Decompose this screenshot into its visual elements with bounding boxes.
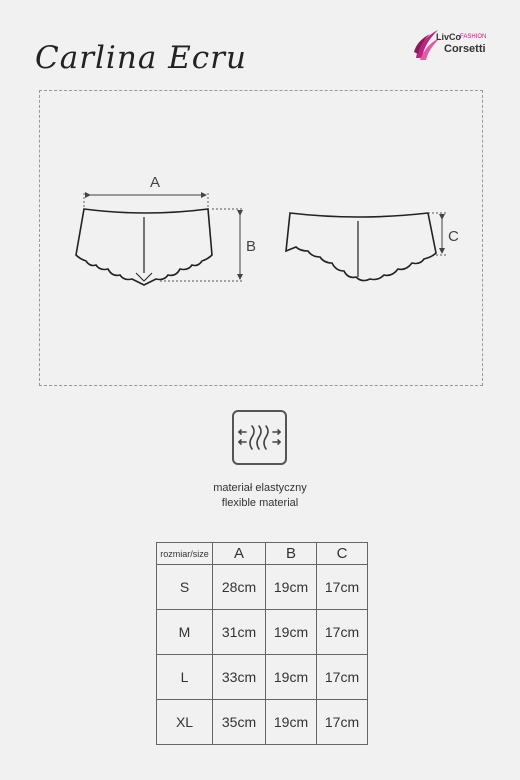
dimension-c-guides (428, 213, 446, 255)
table-row (157, 655, 368, 700)
size-value-c: 17cm (317, 565, 368, 610)
size-table-corner: rozmiar/size (157, 543, 213, 565)
size-label: S (157, 565, 213, 610)
size-value-c: 17cm (317, 610, 368, 655)
column-header-a: A (213, 543, 266, 565)
size-label: XL (157, 700, 213, 745)
label-a: A (150, 174, 161, 191)
table-row (157, 700, 368, 745)
size-label: L (157, 655, 213, 700)
size-value-b: 19cm (266, 565, 317, 610)
column-header-b: B (266, 543, 317, 565)
size-value-a: 33cm (213, 655, 266, 700)
product-title: Carlina Ecru (35, 40, 247, 76)
stretch-fabric-icon (232, 410, 287, 465)
front-view (76, 209, 212, 285)
size-label: M (157, 610, 213, 655)
brand-logo (412, 28, 492, 68)
brand-name-line1: LivCo (436, 32, 462, 42)
label-c: C (448, 228, 459, 245)
back-view (286, 213, 436, 281)
size-value-a: 31cm (213, 610, 266, 655)
column-header-c: C (317, 543, 368, 565)
brand-tag: FASHION (460, 34, 487, 40)
size-value-b: 19cm (266, 655, 317, 700)
dimension-b-guides (160, 209, 244, 281)
panties-drawing (40, 91, 484, 387)
size-value-b: 19cm (266, 610, 317, 655)
size-value-c: 17cm (317, 700, 368, 745)
table-row (157, 610, 368, 655)
measurement-diagram (39, 90, 483, 386)
table-row (157, 565, 368, 610)
material-label-en: flexible material (221, 497, 299, 509)
size-value-b: 19cm (266, 700, 317, 745)
size-value-a: 28cm (213, 565, 266, 610)
stretch-arrows-icon (234, 412, 285, 463)
size-table-header (157, 543, 368, 565)
label-b: B (246, 238, 257, 255)
size-value-c: 17cm (317, 655, 368, 700)
size-value-a: 35cm (213, 700, 266, 745)
material-label-pl: materiał elastyczny (213, 482, 307, 494)
brand-name-line2: Corsetti (444, 43, 486, 55)
size-table (156, 542, 368, 745)
